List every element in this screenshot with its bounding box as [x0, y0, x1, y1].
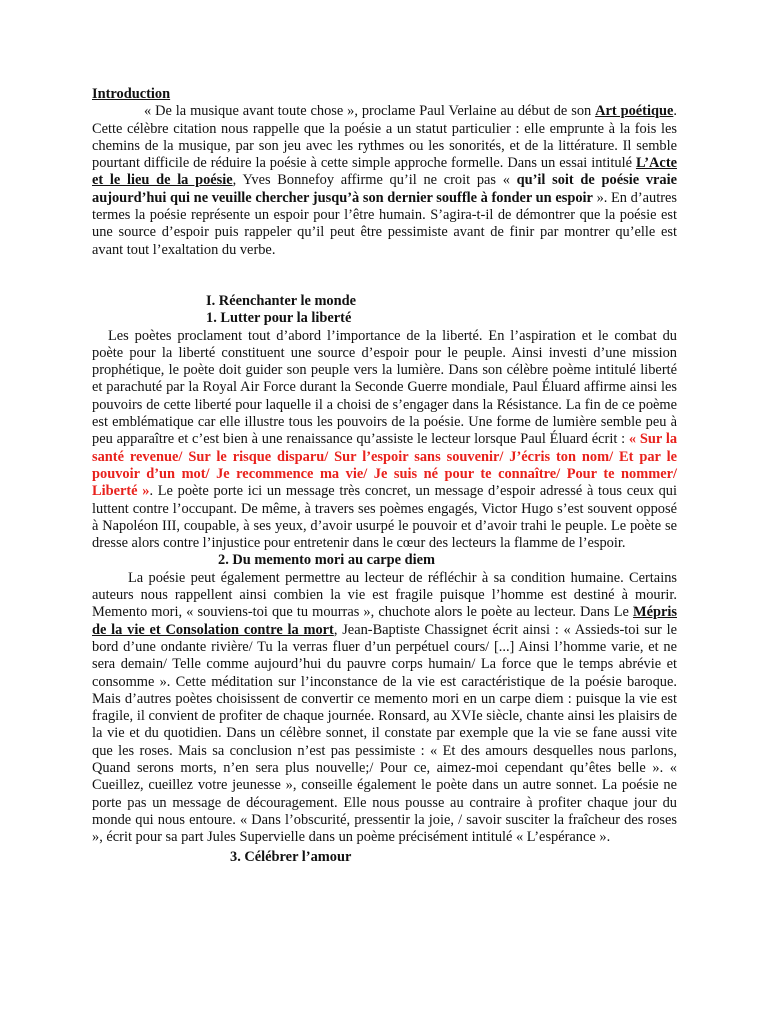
section-2-title: 2. Du memento mori au carpe diem — [218, 552, 436, 569]
section-gap — [92, 259, 677, 293]
section-2-text-1: La poésie peut également permettre au lecteur de réfléchir à sa condition humaine. Certains auteurs nous rappellent ainsi combien la vie est fragile puisque l’homme est destiné à mourir. Memento mori, « souviens-toi que tu mourras », chuchote alors le poète au lecteur. Dans Le — [92, 569, 677, 621]
section-2-paragraph — [92, 570, 677, 847]
intro-work-title-art-poetique: Art poétique — [595, 103, 674, 120]
chassignet-work-title: Mépris de la vie et Consolation contre la mort — [92, 604, 677, 638]
eluard-quote: « Sur la santé revenue/ Sur le risque disparu/ Sur l’espoir sans souvenir/ J’écris ton nom/ Et par le pouvoir d’un mot/ Je recommence ma vie/ Je suis né pour te connaître/ Pour te nommer/ Liberté » — [92, 431, 678, 500]
intro-paragraph — [92, 103, 677, 259]
intro-work-title-bonnefoy: L’Acte et le lieu de la poésie — [92, 155, 677, 189]
section-1-paragraph — [92, 328, 677, 553]
section-3-title: 3. Célébrer l’amour — [230, 849, 352, 866]
part-1-title: I. Réenchanter le monde — [206, 292, 357, 309]
section-1-text-1: Les poètes proclament tout d’abord l’importance de la liberté. En l’aspiration et le combat du poète pour la liberté constituent une source d’espoir pour le peuple. Ainsi investi d’une mission prophétique, le poète doit guider son peuple vers la lumière. Dans son célèbre poème intitulé liberté et parachuté par la Royal Air Force durant la Seconde Guerre mondiale, Paul Éluard affirme ainsi les pouvoirs de cette liberté pour laquelle il a choisi de s’engager dans la Résistance. La fin de ce poème est emblématique car elle illustre tous les pouvoirs de la poésie. Une forme de lumière semble peu à peu apparaître et c’est bien à une renaissance qu’assiste le lecteur lorsque Paul Éluard écrit : — [92, 327, 677, 448]
intro-text-4: ». En d’autres termes la poésie représente un espoir pour l’être humain. S’agira-t-il de démontrer que la poésie est une source d’espoir puis rappeler qu’il peut être pessimiste avant de finir par montrer qu’elle est avant tout l’exaltation du verbe. — [92, 189, 678, 258]
intro-bonnefoy-quote: qu’il soit de poésie vraie aujourd’hui qui ne veuille chercher jusqu’à son dernier souffle à fonder un espoir — [92, 172, 677, 206]
intro-text-1: « De la musique avant toute chose », proclame Paul Verlaine au début de son — [144, 103, 596, 120]
section-1-title: 1. Lutter pour la liberté — [206, 310, 352, 327]
introduction-heading: Introduction — [92, 86, 171, 102]
section-2-text-2: , Jean-Baptiste Chassignet écrit ainsi : « Assieds-toi sur le bord d’une ondante rivière/ Tu la verras fluer d’un perpétuel cours/ [...] Ainsi l’homme varie, et ne sera demain/ Telle comme aujourd’hui du pauvre corps humain/ La force que le temps abrévie et consomme ». Cette méditation sur l’inconstance de la vie est caractéristique de la poésie baroque. Mais d’autres poètes choisissent de convertir ce memento mori en un carpe diem : puisque la vie est fragile, il convient de profiter de chaque journée. Ronsard, au XVIe siècle, chante ainsi les plaisirs de la vie et du quotidien. Dans un célèbre sonnet, il constate par exemple que la vie se fane aussi vite que les roses. Mais sa conclusion n’est pas pessimiste : « Et des amours desquelles nous parlons, Quand serons morts, n’en sera plus nouvelle;/ Pour ce, aimez-moi cependant qu’êtes belle ». « Cueillez, cueillez votre jeunesse », conseille également le poète dans un autre sonnet. La poésie ne porte pas un message de découragement. Elle nous pousse au contraire à profiter chaque jour du monde qui nous entoure. « Dans l’obscurité, pressentir la joie, / savoir susciter la fraîcheur des roses », écrit pour sa part Jules Supervielle dans un poème précisément intitulé « L’espérance ». — [92, 621, 678, 846]
intro-text-3: , Yves Bonnefoy affirme qu’il ne croit pas « — [232, 172, 517, 189]
section-1-text-2: . Le poète porte ici un message très concret, un message d’espoir adressé à tous ceux qui luttent contre l’occupant. De même, à travers ses poèmes engagés, Victor Hugo s’est souvent opposé à Napoléon III, coupable, à ses yeux, d’avoir usurpé le pouvoir et d’avoir trahi le peuple. Le poète se dresse alors contre l’injustice pour entretenir dans le cœur des lecteurs la flamme de l’espoir. — [92, 483, 677, 552]
intro-text-2: . Cette célèbre citation nous rappelle que la poésie a un statut particulier : elle emprunte à la fois les chemins de la musique, par son jeu avec les rythmes ou les sonorités, et de la littérature. Il semble pourtant difficile de réduire la poésie à cette simple approche formelle. Dans un essai intitulé — [92, 103, 677, 172]
